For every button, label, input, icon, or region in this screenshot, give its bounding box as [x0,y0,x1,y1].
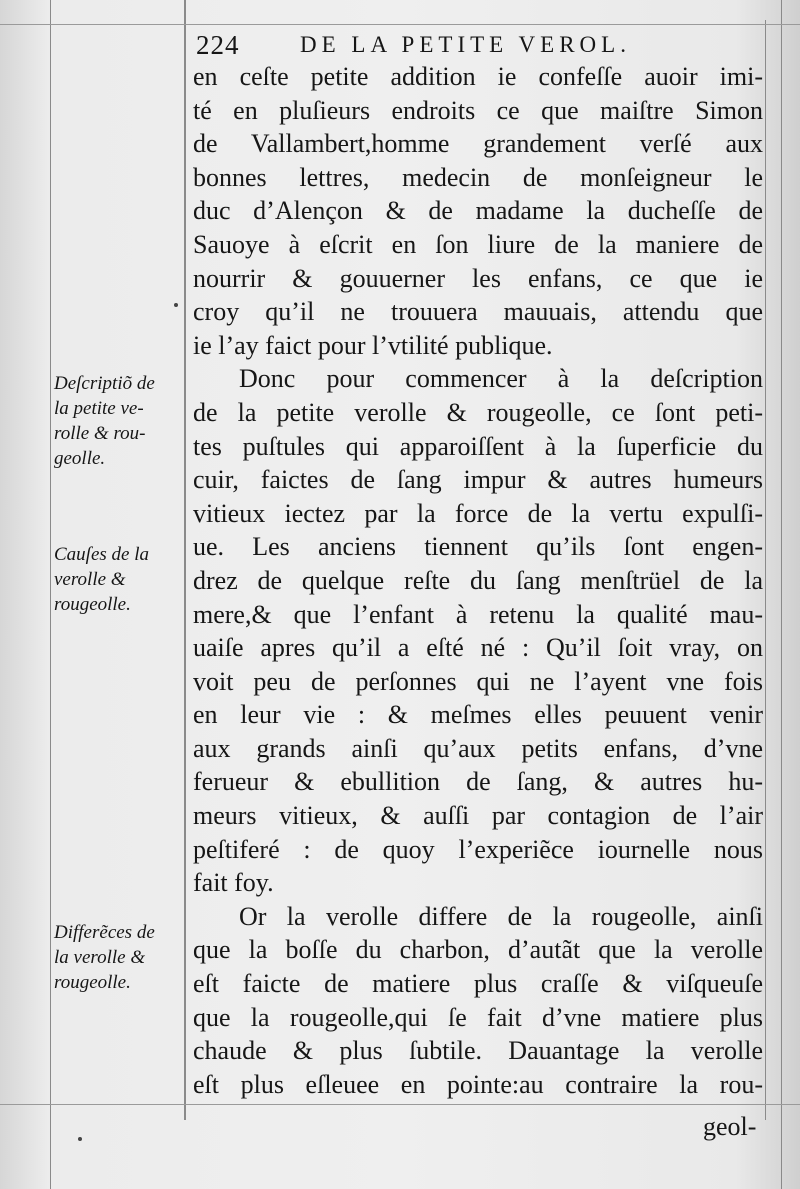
text-line: meurs vitieux, & auſſi par contagion de l’air [193,801,763,831]
text-line: mere,& que l’enfant à retenu la qualité mau- [193,599,763,629]
margin-note-differences [54,920,189,995]
text-line: vitieux iectez par la force de la vertu expulſi- [193,498,763,528]
text-line: que la rougeolle,qui ſe fait d’vne matiere plus [193,1002,763,1032]
text-line: té en pluſieurs endroits ce que maiſtre Simon [193,95,763,125]
text-line: ue. Les anciens tiennent qu’ils ſont engen- [193,532,763,562]
outer-right-rule [781,0,782,1189]
text-line: que la boſſe du charbon, d’autãt que la verolle [193,935,763,965]
text-line: de la petite verolle & rougeolle, ce ſont peti- [193,397,763,427]
text-line: croy qu’il ne trouuera mauuais, attendu que [193,297,763,327]
text-line: fait foy. [193,868,274,898]
text-line: peſtiferé : de quoy l’experiẽce iournelle nous [193,834,763,864]
text-line: aux grands ainſi qu’aux petits enfans, d’vne [193,733,763,763]
margin-note-line: la petite ve- [54,398,144,419]
text-line: Or la verolle differe de la rougeolle, ainſi [239,901,763,931]
margin-note-line: geolle. [54,448,106,469]
text-line: tes puſtules qui apparoiſſent à la ſuperficie du [193,431,763,461]
margin-note-description [54,371,189,471]
text-line: voit peu de perſonnes qui ne l’ayent vne fois [193,666,763,696]
text-line: chaude & plus ſubtile. Dauantage la verolle [193,1036,763,1066]
text-line: de Vallambert,homme grandement verſé aux [193,129,763,159]
margin-note-line: verolle & [54,569,126,590]
text-line: ie l’ay faict pour l’vtilité publique. [193,330,553,360]
text-line: en leur vie : & meſmes elles peuuent venir [193,700,763,730]
right-text-rule [765,20,766,1120]
margin-note-line: rolle & rou- [54,423,146,444]
text-line: Sauoye à eſcrit en ſon liure de la maniere de [193,229,763,259]
margin-note-line: Differẽces de [54,922,155,943]
margin-note-line: Cauſes de la [54,544,149,565]
ink-speck [174,303,178,307]
margin-note-line: rougeolle. [54,594,131,615]
text-line: en ceſte petite addition ie confeſſe auoir imi- [193,62,763,91]
text-line: bonnes lettres, medecin de monſeigneur le [193,162,763,192]
left-page-rule [50,0,51,1189]
page-number: 224 [196,30,240,60]
body-text [193,60,763,1101]
text-line: eſt plus eſleuee en pointe:au contraire la rou- [193,1069,763,1099]
top-rule [0,24,800,25]
text-line: duc d’Alençon & de madame la ducheſſe de [193,196,763,226]
text-line: ferueur & ebullition de ſang, & autres hu- [193,767,763,797]
ink-speck [78,1137,82,1141]
catchword: geol- [703,1112,757,1141]
text-line: uaiſe apres qu’il a eſté né : Qu’il ſoit vray, on [193,633,763,663]
text-line: cuir, faictes de ſang impur & autres humeurs [193,465,763,495]
text-line: nourrir & gouuerner les enfans, ce que ie [193,263,763,293]
margin-note-line: rougeolle. [54,972,131,993]
text-line: eſt faicte de matiere plus craſſe & viſqueuſe [193,969,763,999]
text-line: drez de quelque reſte du ſang menſtrüel de la [193,565,763,595]
bottom-rule [0,1104,800,1105]
text-line: Donc pour commencer à la deſcription [239,364,763,394]
margin-note-line: Deſcriptiõ de [54,373,155,394]
running-title: DE LA PETITE VEROL. [300,32,631,57]
margin-note-line: la verolle & [54,947,146,968]
margin-note-causes [54,542,189,617]
